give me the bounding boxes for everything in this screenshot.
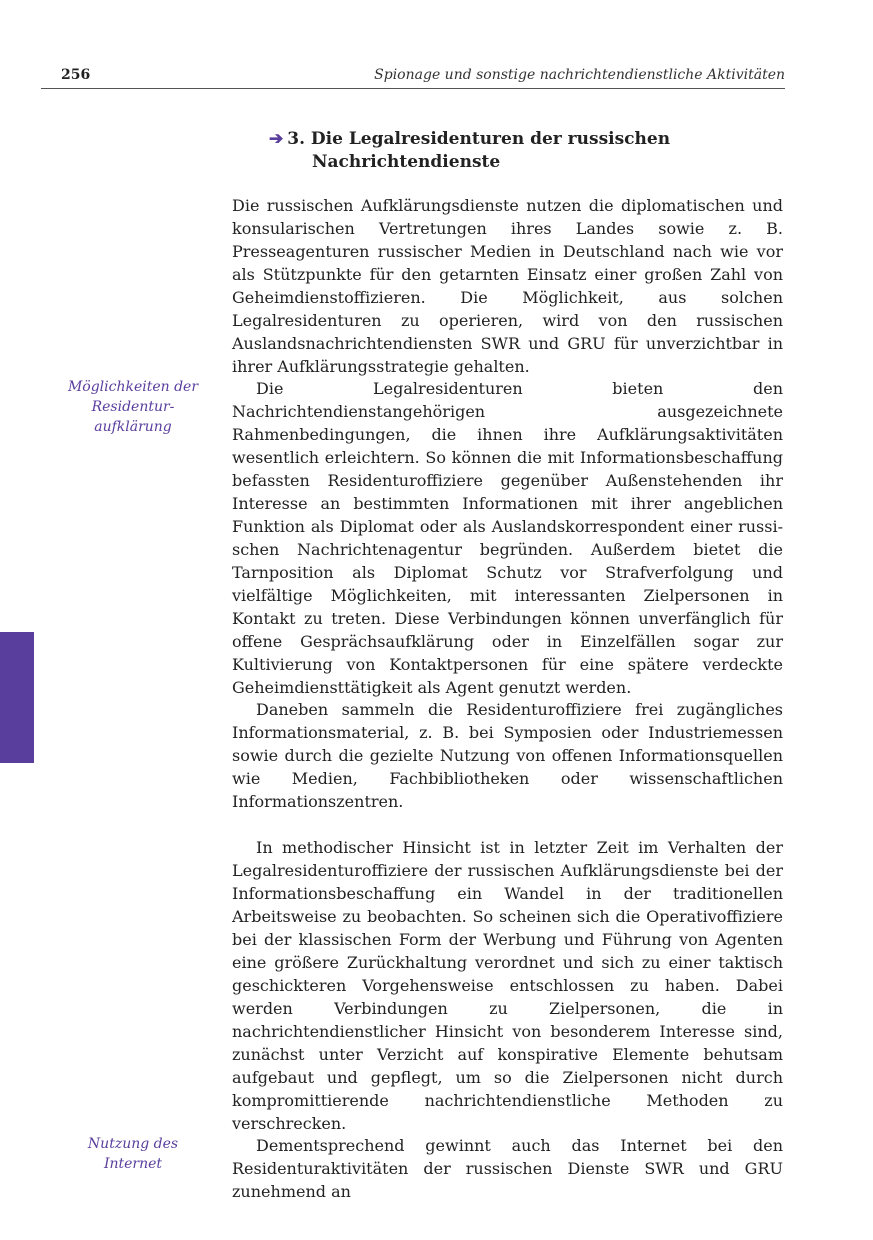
margin-note-internet: Nutzung des Internet xyxy=(87,1136,179,1172)
paragraph: Die russischen Aufklärungsdienste nutzen die diplomatischen und konsularischen Vertretungen ihres Landes sowie z. B. Presseagenturen russischer Medien in Deutschland nach wie vor als Stützpunkte für den getarnten Einsatz einer großen Zahl von Geheimdienstoffizieren. Die Möglichkeit, aus solchen Legalresidenturen zu operieren, wird von den russischen Auslandsnachrichtendiensten SWR und GRU für unverzichtbar in ihrer Aufklärungsstrategie gehalten. xyxy=(232,196,783,376)
running-title: Spionage und sonstige nachrichtendienstliche Aktivitäten xyxy=(374,67,785,83)
running-header xyxy=(41,64,785,89)
paragraph: Dementsprechend gewinnt auch das Internet bei den Residenturaktivitäten der russischen Dienste SWR und GRU zunehmend an xyxy=(232,1136,783,1201)
arrow-right-icon: ➔ xyxy=(269,129,284,149)
page-number: 256 xyxy=(61,67,91,83)
paragraph: Die Legalresidenturen bieten den Nachrichtendienstangehörigen ausgezeichnete Rahmenbedingungen, die ihnen ihre Aufklärungsaktivitäten wesentlich erleichtern. So können die mit Informationsbeschaffung befassten Residenturoffiziere gegenüber Außenstehenden ihr Interesse an bestimmten Informationen mit ihrer angeblichen Funktion als Diplomat oder als Auslandskorrespondent einer russischen Nachrichtenagentur begründen. Außerdem bietet die Tarnposition als Diplomat Schutz vor Strafverfolgung und vielfältige Möglichkeiten, mit interessanten Zielpersonen in Kontakt zu treten. Diese Verbindungen können unverfänglich für offene Gesprächsaufklärung oder in Einzelfällen sogar zur Kultivierung von Kontaktpersonen für eine spätere verdeckte Geheimdiensttätigkeit als Agent genutzt werden. xyxy=(232,379,783,697)
section-title-line1: 3. Die Legalresidenturen der russischen xyxy=(287,129,671,149)
section-heading xyxy=(269,128,769,174)
margin-note-residentur: Möglichkeiten der Residenturaufklärung xyxy=(67,379,199,435)
section-title-line2: Nachrichtendienste xyxy=(312,152,501,172)
paragraph: In methodischer Hinsicht ist in letzter Zeit im Verhalten der Legalresidenturoffiziere der russischen Aufklärungsdienste bei der Informationsbeschaffung ein Wandel in der traditionellen Arbeitsweise zu beobachten. So scheinen sich die Operativoffiziere bei der klassischen Form der Werbung und Führung von Agenten eine größere Zurückhaltung verordnet und sich zu einer taktisch geschickteren Vorgehensweise entschlossen zu haben. Dabei werden Verbindungen zu Zielpersonen, die in nachrichtendienstlicher Hinsicht von besonderem Interesse sind, zunächst unter Verzicht auf konspirative Elemente behutsam aufgebaut und gepflegt, um so die Zielpersonen nicht durch kompromittierende nachrichtendienstliche Methoden zu verschrecken. xyxy=(232,838,783,1133)
chapter-tab-marker xyxy=(0,632,34,763)
paragraph: Daneben sammeln die Residenturoffiziere frei zugängliches Informationsmaterial, z. B. bei Symposien oder Industriemessen sowie durch die gezielte Nutzung von offenen Informationsquellen wie Medien, Fachbibliotheken oder wissenschaftlichen Informationszentren. xyxy=(232,700,783,811)
